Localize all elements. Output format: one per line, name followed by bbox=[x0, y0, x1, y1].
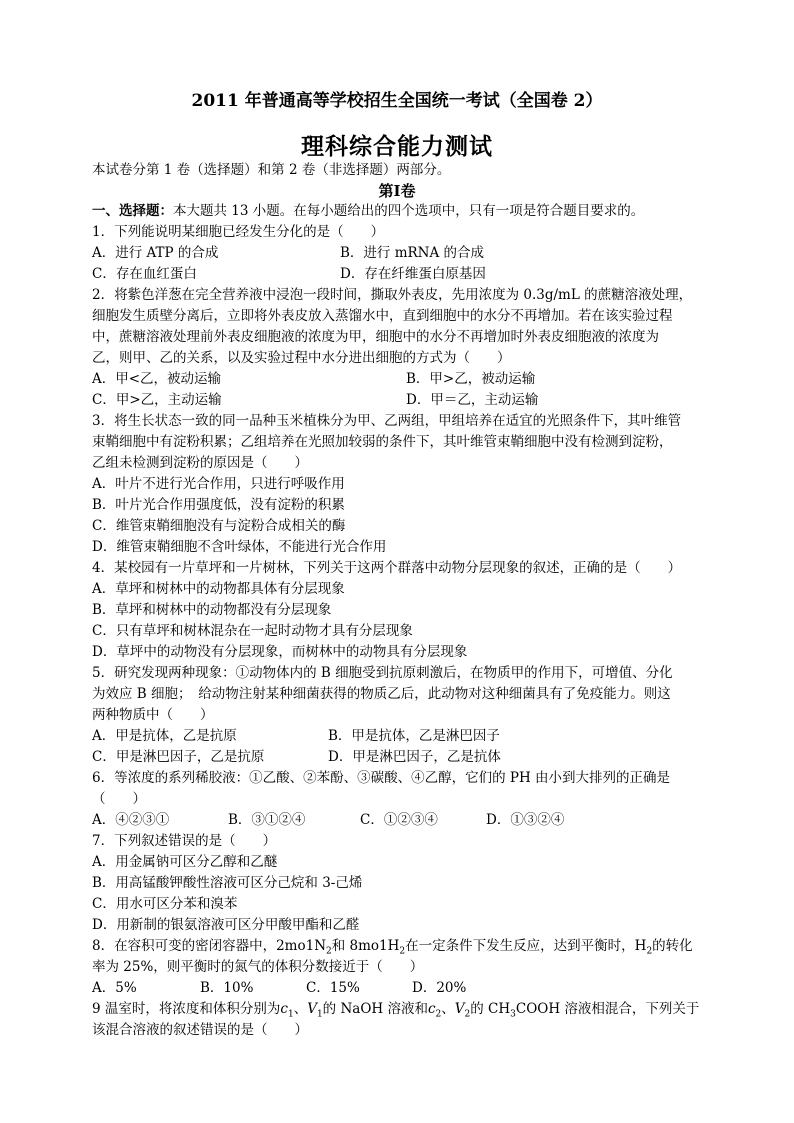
q9-var-v: V bbox=[307, 1001, 317, 1017]
q5-option-a: A．甲是抗体，乙是抗原 bbox=[92, 728, 237, 744]
q7-option-c: C．用水可区分苯和溴苯 bbox=[92, 896, 238, 912]
q6-line-1-lead: 6．等浓度的系列稀胶液： bbox=[92, 770, 250, 786]
q5-line-1 bbox=[92, 663, 673, 684]
q6-option-d-seq: ①③②④ bbox=[510, 812, 565, 828]
q6-sub-2: 苯酚、 bbox=[316, 770, 358, 786]
q8-sub-h2: 2 bbox=[399, 946, 406, 957]
q8-line-1-d: 的转化 bbox=[652, 938, 693, 954]
q9-sub-2: 2 bbox=[435, 1009, 442, 1020]
q6-sub-1: 乙酸、 bbox=[262, 770, 304, 786]
q9-var-c2: c bbox=[427, 1001, 436, 1017]
q5-option-d: D．甲是淋巴因子，乙是抗体 bbox=[328, 749, 501, 765]
q1-option-d: D．存在纤维蛋白原基因 bbox=[340, 266, 486, 282]
q8-option-c: C．15% bbox=[306, 980, 360, 996]
exam-title: 2011 年普通高等学校招生全国统一考试（全国卷 2） bbox=[191, 91, 603, 111]
q1-option-b: B．进行 mRNA 的合成 bbox=[340, 245, 485, 261]
q4-option-b: B．草坪和树林中的动物都没有分层现象 bbox=[92, 602, 332, 618]
q1-option-c: C．存在血红蛋白 bbox=[92, 266, 197, 282]
q1-stem: 1．下列能说明某细胞已经发生分化的是（ ） bbox=[92, 224, 385, 240]
q8-sub-n2: 2 bbox=[326, 946, 332, 957]
q5-option-b: B．甲是抗体，乙是淋巴因子 bbox=[328, 728, 500, 744]
q2-line-2: 细胞发生质壁分离后，立即将外表皮放入蒸馏水中，直到细胞中的水分不再增加。若在该实验过程 bbox=[92, 308, 673, 324]
q2-option-c: C．甲>乙，主动运输 bbox=[92, 392, 222, 408]
circled-one: ① bbox=[235, 665, 250, 681]
q9-line-1-a: 9 温室时，将浓度和体积分别为 bbox=[92, 1001, 281, 1017]
q9-sub-1b: 1 bbox=[316, 1009, 323, 1020]
q7-option-b: B．用高锰酸钾酸性溶液可区分己烷和 3-己烯 bbox=[92, 875, 363, 891]
q4-option-d: D．草坪中的动物没有分层现象，而树林中的动物具有分层现象 bbox=[92, 644, 468, 660]
q9-var-v2: V bbox=[454, 1001, 465, 1017]
q5-line-1-rest: 动物体内的 B 细胞受到抗原刺激后，在物质甲的作用下，可增值、分化 bbox=[249, 665, 673, 681]
q6-option-c-label: C． bbox=[360, 812, 384, 828]
section-text: 本大题共 13 小题。在每小题给出的四个选项中，只有一项是符合题目要求的。 bbox=[173, 203, 645, 219]
q6-sub-3: 碳酸、 bbox=[370, 770, 412, 786]
q6-option-c-seq: ①②③④ bbox=[383, 812, 438, 828]
section-instruction bbox=[92, 201, 644, 222]
q9-sub-1: 1 bbox=[287, 1009, 294, 1020]
q6-option-d bbox=[486, 810, 564, 831]
intro-text: 本试卷分第 1 卷（选择题）和第 2 卷（非选择题）两部分。 bbox=[92, 162, 451, 178]
circled-four: ④ bbox=[411, 770, 425, 786]
q8-option-d: D．20% bbox=[412, 980, 467, 996]
q6-option-b-seq: ③①②④ bbox=[251, 812, 306, 828]
q6-line-2: （ ） bbox=[92, 791, 146, 807]
q1-option-a: A．进行 ATP 的合成 bbox=[92, 245, 219, 261]
q2-line-1: 2．将紫色洋葱在完全营养液中浸泡一段时间，撕取外表皮，先用浓度为 0.3g/mL 的蔗糖溶液处理， bbox=[92, 287, 693, 303]
q3-line-2: 束鞘细胞中有淀粉积累；乙组培养在光照加较弱的条件下，其叶维管束鞘细胞中没有检测到淀粉， bbox=[92, 434, 673, 450]
section-label: 一、选择题： bbox=[92, 203, 173, 219]
q7-stem: 7．下列叙述错误的是（ ） bbox=[92, 833, 277, 849]
q9-line-1-c: 的 CH bbox=[470, 1001, 511, 1017]
q5-line-2: 为效应 B 细胞； 给动物注射某种细菌获得的物质乙后，此动物对这种细菌具有了免疫能力。则这 bbox=[92, 686, 671, 702]
q6-option-b bbox=[228, 810, 305, 831]
q4-stem: 4．某校园有一片草坪和一片树林，下列关于这两个群落中动物分层现象的叙述，正确的是（ ） bbox=[92, 560, 682, 576]
q3-option-a: A．叶片不进行光合作用，只进行呼吸作用 bbox=[92, 476, 345, 492]
q8-option-a: A．5% bbox=[92, 980, 137, 996]
q9-line-1-b: 的 NaOH 溶液和 bbox=[322, 1001, 428, 1017]
q8-line-1-c: 在一定条件下发生反应，达到平衡时，H bbox=[405, 938, 647, 954]
q5-line-3: 两种物质中（ ） bbox=[92, 707, 214, 723]
q6-option-a-label: A． bbox=[92, 812, 116, 828]
q7-option-a: A．用金属钠可区分乙醇和乙醚 bbox=[92, 854, 278, 870]
q6-sub-4: 乙醇，它们的 PH 由小到大排列的正确是 bbox=[424, 770, 671, 786]
q2-option-d: D．甲＝乙，主动运输 bbox=[406, 392, 539, 408]
q3-option-b: B．叶片光合作用强度低，没有淀粉的积累 bbox=[92, 497, 345, 513]
q4-option-c: C．只有草坪和树林混杂在一起时动物才具有分层现象 bbox=[92, 623, 413, 639]
q9-var-c: c bbox=[280, 1001, 288, 1017]
q3-line-3: 乙组未检测到淀粉的原因是（ ） bbox=[92, 455, 308, 471]
q9-line-1-d: COOH 溶液相混合，下列关于 bbox=[515, 1001, 700, 1017]
q9-line-1: 9 温室时，将浓度和体积分别为$c_1$、$V_1$的 NaOH 溶液和$c_2$、$V_2$的 $CH_3COOH$ 溶液相混合，下列关于 bbox=[92, 1001, 700, 1020]
q6-option-c bbox=[360, 810, 438, 831]
q7-option-d: D．用新制的银氨溶液可区分甲酸甲酯和乙醛 bbox=[92, 917, 360, 933]
q3-option-d: D．维管束鞘细胞不含叶绿体，不能进行光合作用 bbox=[92, 539, 387, 555]
q3-option-c: C．维管束鞘细胞没有与淀粉合成相关的酶 bbox=[92, 518, 346, 534]
q6-option-d-label: D． bbox=[486, 812, 511, 828]
q2-line-3: 中，蔗糖溶液处理前外表皮细胞液的浓度为甲，细胞中的水分不再增加时外表皮细胞液的浓度为 bbox=[92, 329, 659, 345]
circled-three: ③ bbox=[357, 770, 371, 786]
q2-option-b: B．甲>乙，被动运输 bbox=[406, 371, 536, 387]
q6-option-b-label: B． bbox=[228, 812, 252, 828]
q4-option-a: A．草坪和树林中的动物都具体有分层现象 bbox=[92, 581, 345, 597]
volume-title: 第Ⅰ卷 bbox=[378, 182, 416, 200]
q2-line-4: 乙，则甲、乙的关系，以及实验过程中水分进出细胞的方式为（ ） bbox=[92, 350, 511, 366]
q5-line-1-lead: 5．研究发现两种现象： bbox=[92, 665, 236, 681]
circled-two: ② bbox=[303, 770, 317, 786]
q6-option-a bbox=[92, 810, 169, 831]
q2-option-a: A．甲<乙，被动运输 bbox=[92, 371, 222, 387]
circled-one: ① bbox=[249, 770, 263, 786]
q9-sub-3: 3 bbox=[510, 1009, 516, 1020]
subject-title: 理科综合能力测试 bbox=[301, 133, 493, 160]
q8-line-1-b: 和 8mo1H bbox=[331, 938, 400, 954]
q9-sub-2b: 2 bbox=[464, 1009, 471, 1020]
q9-line-2: 该混合溶液的叙述错误的是（ ） bbox=[92, 1022, 308, 1038]
q8-option-b: B．10% bbox=[200, 980, 254, 996]
q8-sub-h2b: 2 bbox=[646, 946, 653, 957]
q5-option-c: C．甲是淋巴因子，乙是抗原 bbox=[92, 749, 265, 765]
q8-line-1-a: 8．在容积可变的密闭容器中，2mo1N bbox=[92, 938, 327, 954]
q3-line-1: 3．将生长状态一致的同一品种玉米植株分为甲、乙两组，甲组培养在适宜的光照条件下，其叶维管 bbox=[92, 413, 682, 429]
q8-line-2: 率为 25%，则平衡时的氮气的体积分数接近于（ ） bbox=[92, 959, 424, 975]
q6-line-1 bbox=[92, 768, 670, 789]
q6-option-a-seq: ④②③① bbox=[115, 812, 170, 828]
